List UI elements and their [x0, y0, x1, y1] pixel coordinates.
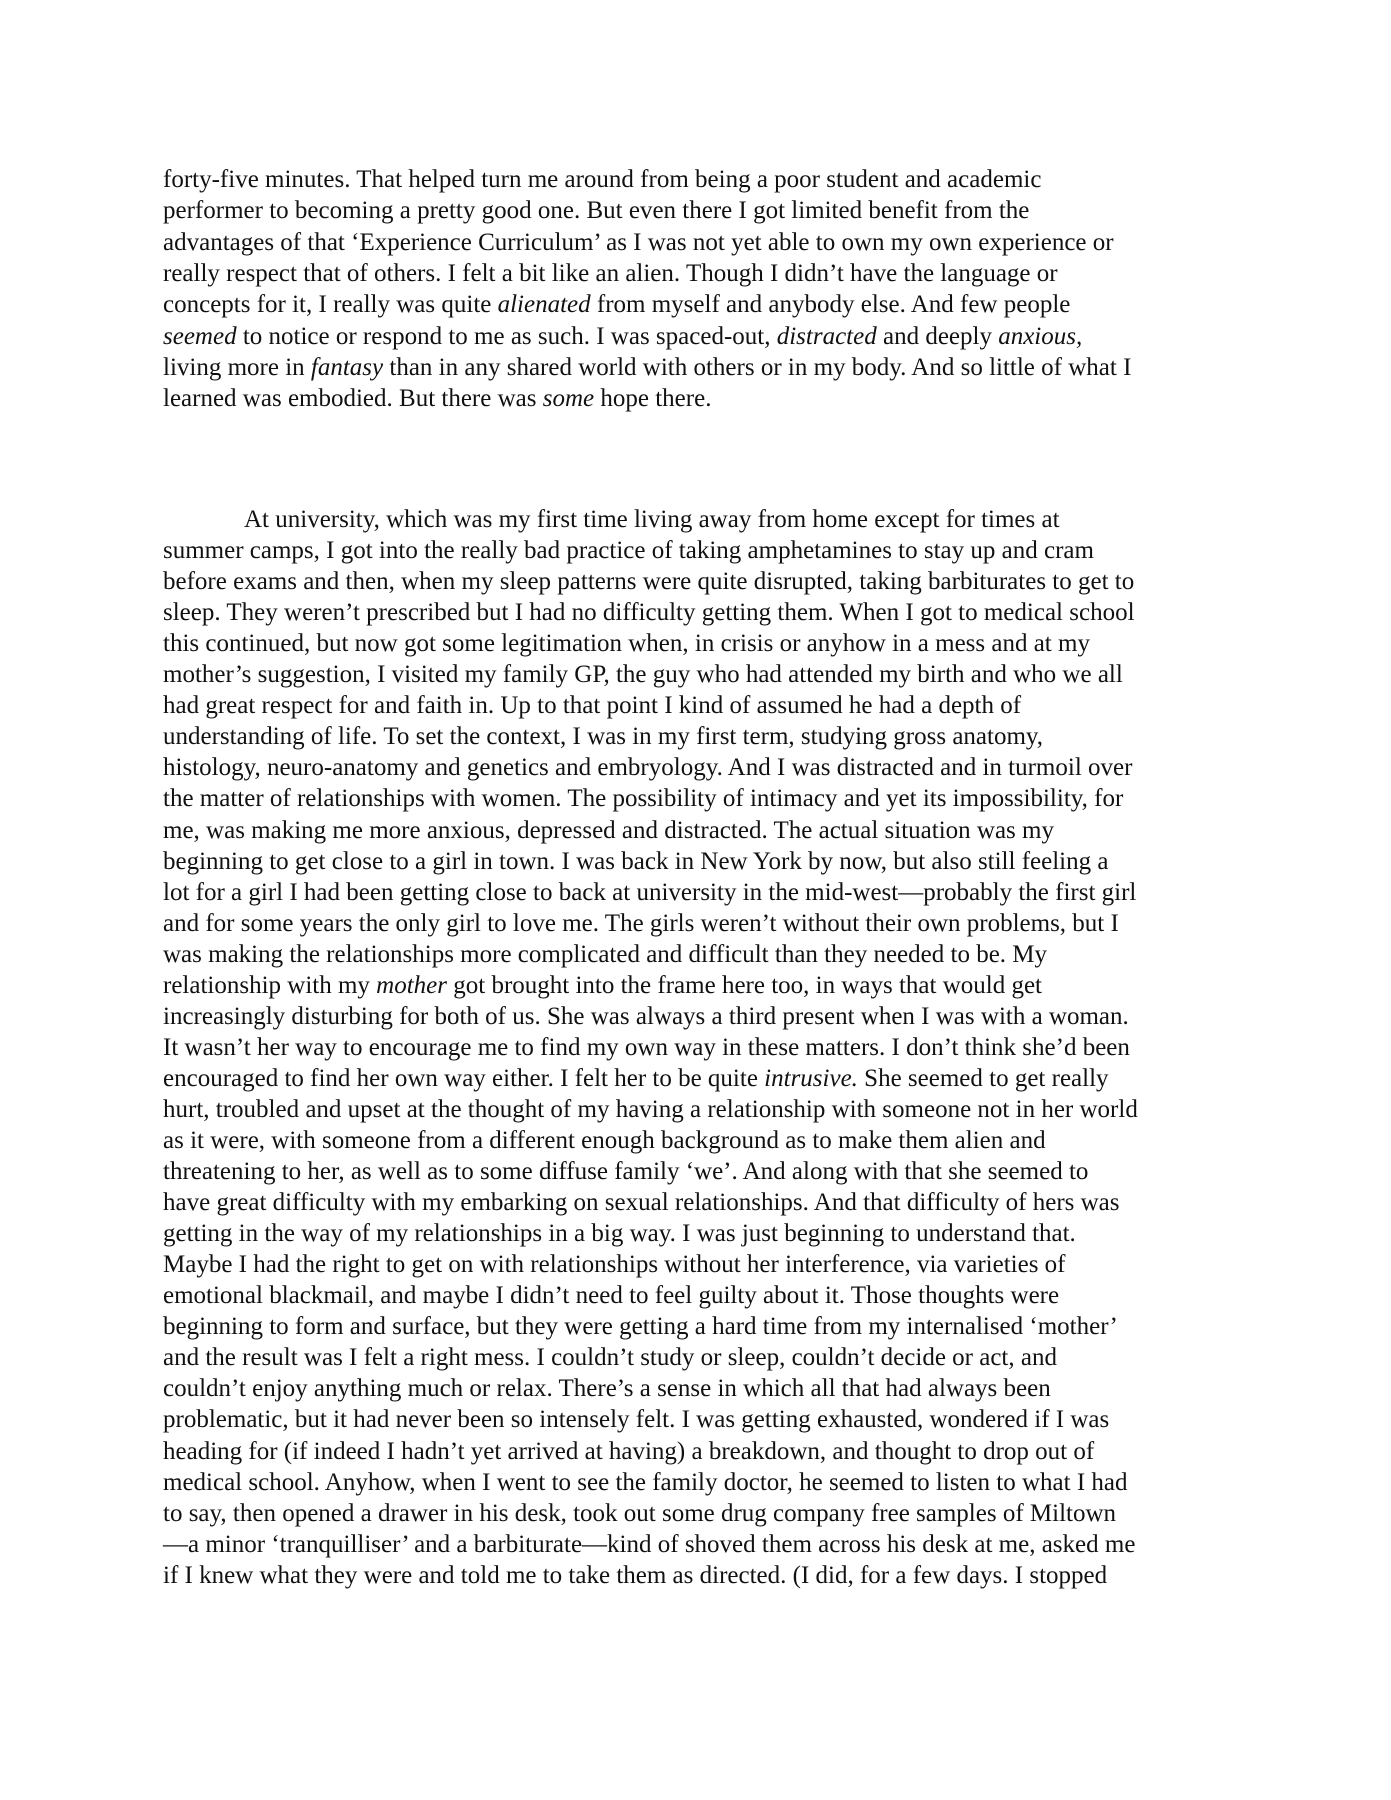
text-span: medical school. Anyhow, when I went to see the family doctor, he seemed to listen to what I had: [163, 1468, 1128, 1496]
text-span: have great difficulty with my embarking on sexual relationships. And that difficulty of hers was: [163, 1189, 1120, 1217]
text-line: [163, 1436, 1094, 1467]
text-line: [163, 1560, 1107, 1591]
text-line: [163, 227, 1114, 258]
text-line: [163, 164, 1041, 195]
text-span: from myself and anybody else. And few people: [590, 291, 1071, 319]
text-span: and the result was I felt a right mess. I couldn’t study or sleep, couldn’t decide or act, and: [163, 1344, 1057, 1372]
text-line: [163, 721, 1043, 752]
italic-text: fantasy: [310, 353, 384, 381]
text-span: the matter of relationships with women. The possibility of intimacy and yet its impossibility, for: [163, 785, 1124, 813]
italic-text: some: [542, 385, 595, 413]
text-span: to say, then opened a drawer in his desk, took out some drug company free samples of Miltown: [163, 1499, 1117, 1527]
text-line: [163, 321, 1082, 352]
text-span: really respect that of others. I felt a bit like an alien. Though I didn’t have the language or: [163, 259, 1058, 287]
text-line: [163, 815, 1054, 846]
text-span: mother’s suggestion, I visited my family GP, the guy who had attended my birth and who we all: [163, 661, 1123, 689]
text-span: forty-five minutes. That helped turn me around from being a poor student and academic: [163, 166, 1042, 193]
text-line: [163, 258, 1058, 289]
text-span: problematic, but it had never been so intensely felt. I was getting exhausted, wondered if I was: [163, 1406, 1110, 1434]
text-line: [163, 939, 1047, 970]
text-span: beginning to form and surface, but they were getting a hard time from my internalised ‘mother’: [163, 1313, 1118, 1341]
text-span: summer camps, I got into the really bad practice of taking amphetamines to stay up and cram: [163, 537, 1094, 565]
text-span: beginning to get close to a girl in town. I was back in New York by now, but also still feeling a: [163, 847, 1109, 875]
text-span: getting in the way of my relationships in a big way. I was just beginning to understand that.: [163, 1220, 1076, 1248]
text-line: [163, 1187, 1120, 1218]
text-span: lot for a girl I had been getting close to back at university in the mid-west—probably the first girl: [163, 878, 1137, 906]
text-span: emotional blackmail, and maybe I didn’t need to feel guilty about it. Those thoughts were: [163, 1282, 1060, 1310]
text-span: sleep. They weren’t prescribed but I had no difficulty getting them. When I got to medical school: [163, 599, 1135, 627]
text-line: [163, 1404, 1109, 1435]
text-span: increasingly disturbing for both of us. She was always a third present when I was with a woman.: [163, 1002, 1129, 1030]
text-span: than in any shared world with others or in my body. And so little of what I: [383, 353, 1132, 381]
text-line: [163, 690, 1021, 721]
text-line: [163, 1156, 1088, 1187]
text-line: [163, 535, 1094, 566]
text-span: before exams and then, when my sleep patterns were quite disrupted, taking barbiturates to get to: [163, 568, 1135, 596]
text-span: and for some years the only girl to love me. The girls weren’t without their own problems, but I: [163, 909, 1119, 937]
text-span: Maybe I had the right to get on with relationships without her interference, via varieties of: [163, 1251, 1066, 1279]
italic-text: anxious,: [998, 322, 1083, 350]
text-span: to notice or respond to me as such. I was spaced-out,: [236, 322, 777, 350]
text-span: this continued, but now got some legitimation when, in crisis or anyhow in a mess and at my: [163, 630, 1090, 658]
text-line: [163, 1063, 1109, 1094]
text-line: [163, 1125, 1046, 1156]
text-span: histology, neuro-anatomy and genetics and embryology. And I was distracted and in turmoil over: [163, 754, 1133, 782]
text-line: [163, 752, 1132, 783]
text-span: threatening to her, as well as to some diffuse family ‘we’. And along with that she seemed to: [163, 1158, 1089, 1186]
text-line: [163, 1529, 1135, 1560]
text-line: [163, 1280, 1059, 1311]
italic-text: alienated: [497, 291, 591, 319]
text-line: [163, 1001, 1129, 1032]
text-span: hurt, troubled and upset at the thought of my having a relationship with someone not in her world: [163, 1095, 1138, 1123]
text-span: relationship with my: [163, 971, 377, 999]
text-span: learned was embodied. But there was: [163, 385, 543, 413]
text-span: —a minor ‘tranquilliser’ and a barbiturate—kind of shoved them across his desk at me, asked me: [163, 1530, 1136, 1558]
text-span: couldn’t enjoy anything much or relax. There’s a sense in which all that had always been: [163, 1375, 1051, 1403]
text-line: [163, 289, 1070, 320]
text-line: [163, 352, 1131, 383]
text-line: [163, 1498, 1116, 1529]
italic-text: intrusive.: [764, 1064, 858, 1092]
text-line: [163, 1218, 1076, 1249]
italic-text: mother: [376, 971, 447, 999]
text-span: advantages of that ‘Experience Curriculum’ as I was not yet able to own my own experience or: [163, 228, 1114, 256]
text-line: [163, 383, 711, 414]
text-span: living more in: [163, 353, 311, 381]
text-span: heading for (if indeed I hadn’t yet arrived at having) a breakdown, and thought to drop out of: [163, 1437, 1095, 1465]
text-line: [163, 970, 1042, 1001]
text-span: understanding of life. To set the context, I was in my first term, studying gross anatomy,: [163, 723, 1044, 751]
text-span: and deeply: [876, 322, 999, 350]
text-line: [163, 195, 1029, 226]
italic-text: distracted: [776, 322, 877, 350]
text-span: concepts for it, I really was quite: [163, 291, 498, 319]
text-line: [163, 1467, 1128, 1498]
text-span: me, was making me more anxious, depressed and distracted. The actual situation was my: [163, 816, 1054, 844]
text-span: as it were, with someone from a different enough background as to make them alien and: [163, 1127, 1046, 1154]
text-line: [163, 566, 1134, 597]
text-line: [163, 846, 1108, 877]
text-span: performer to becoming a pretty good one. But even there I got limited benefit from the: [163, 197, 1030, 225]
italic-text: seemed: [163, 322, 237, 350]
text-line: [163, 783, 1123, 814]
text-line: [163, 1311, 1118, 1342]
text-line: [163, 1032, 1130, 1063]
text-span: if I knew what they were and told me to take them as directed. (I did, for a few days. I stopped: [163, 1561, 1108, 1589]
text-line: [163, 1342, 1057, 1373]
text-span: At university, which was my first time living away from home except for times at: [244, 506, 1060, 533]
text-line: [163, 908, 1119, 939]
text-span: It wasn’t her way to encourage me to find my own way in these matters. I don’t think she’d been: [163, 1033, 1130, 1061]
text-line: [163, 1249, 1066, 1280]
text-line: [163, 1373, 1051, 1404]
text-line: [163, 877, 1136, 908]
text-span: was making the relationships more complicated and difficult than they needed to be. My: [163, 940, 1048, 968]
text-span: encouraged to find her own way either. I felt her to be quite: [163, 1064, 765, 1092]
text-span: hope there.: [594, 385, 712, 413]
text-line: [244, 504, 1060, 535]
text-line: [163, 628, 1090, 659]
text-line: [163, 659, 1123, 690]
text-span: got brought into the frame here too, in ways that would get: [447, 971, 1043, 999]
text-span: had great respect for and faith in. Up to that point I kind of assumed he had a depth of: [163, 692, 1022, 720]
text-line: [163, 1094, 1138, 1125]
text-line: [163, 597, 1135, 628]
text-span: She seemed to get really: [857, 1064, 1109, 1092]
